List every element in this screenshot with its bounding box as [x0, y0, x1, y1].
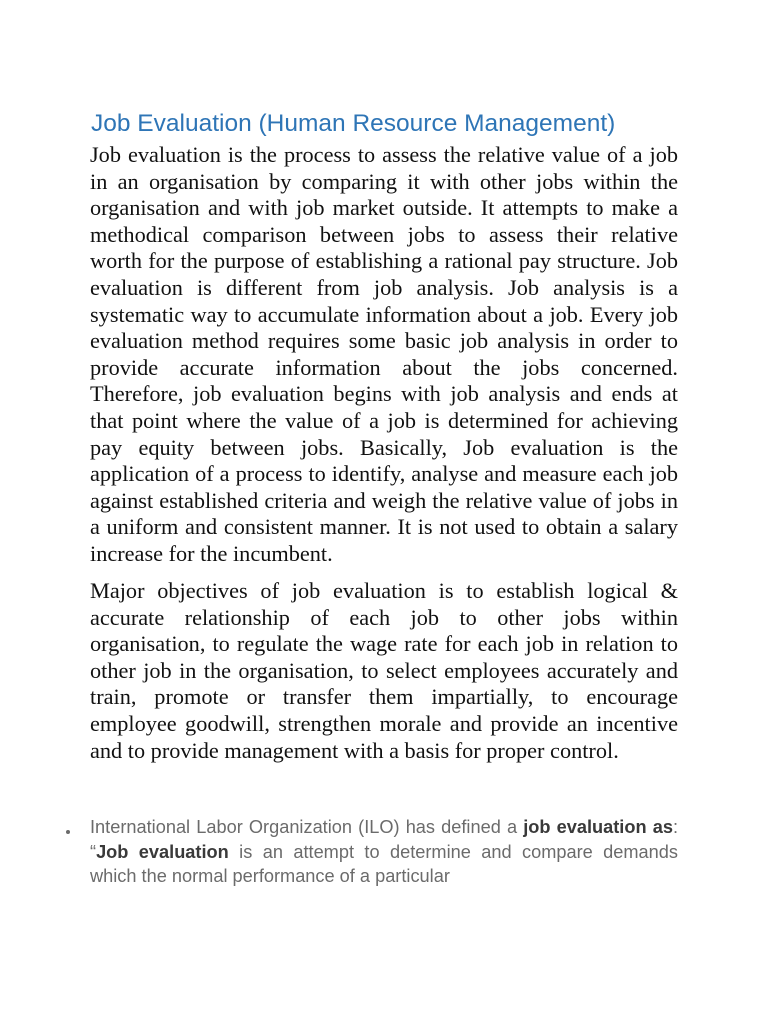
- bullet-text-segment: International Labor Organization (ILO) has defined a: [90, 817, 524, 837]
- bullet-bold-term: job evaluation: [523, 817, 647, 837]
- bullet-text-segment: is an attempt to determine and compare demands which the normal performance of a particular: [90, 841, 678, 886]
- bullet-text-segment: : “: [90, 817, 678, 862]
- bullet-text: [90, 815, 678, 889]
- paragraph-definition: Job evaluation is the process to assess the relative value of a job in an organisation by comparing it with other jobs within the organisation and with job market outside. It attempts to make a methodical comparison between jobs to assess their relative worth for the purpose of establishing a rational pay structure. Job evaluation is different from job analysis. Job analysis is a systematic way to accumulate information about a job. Every job evaluation method requires some basic job analysis in order to provide accurate information about the jobs concerned. Therefore, job evaluation begins with job analysis and ends at that point where the value of a job is determined for achieving pay equity between jobs. Basically, Job evaluation is the application of a process to identify, analyse and measure each job against established criteria and weigh the relative value of jobs in a uniform and consistent manner. It is not used to obtain a salary increase for the incumbent.: [90, 142, 678, 566]
- bullet-bold-term: as: [652, 817, 673, 837]
- document-title: Job Evaluation (Human Resource Management): [91, 110, 616, 137]
- paragraph-objectives: Major objectives of job evaluation is to establish logical & accurate relationship of each job to other jobs within organisation, to regulate the wage rate for each job in relation to other job in the organisation, to select employees accurately and train, promote or transfer them impartially, to encourage employee goodwill, strengthen morale and provide an incentive and to provide management with a basis for proper control.: [90, 578, 678, 763]
- bullet-bold-term: Job evaluation: [96, 841, 229, 862]
- bullet-dot-icon: [66, 830, 70, 834]
